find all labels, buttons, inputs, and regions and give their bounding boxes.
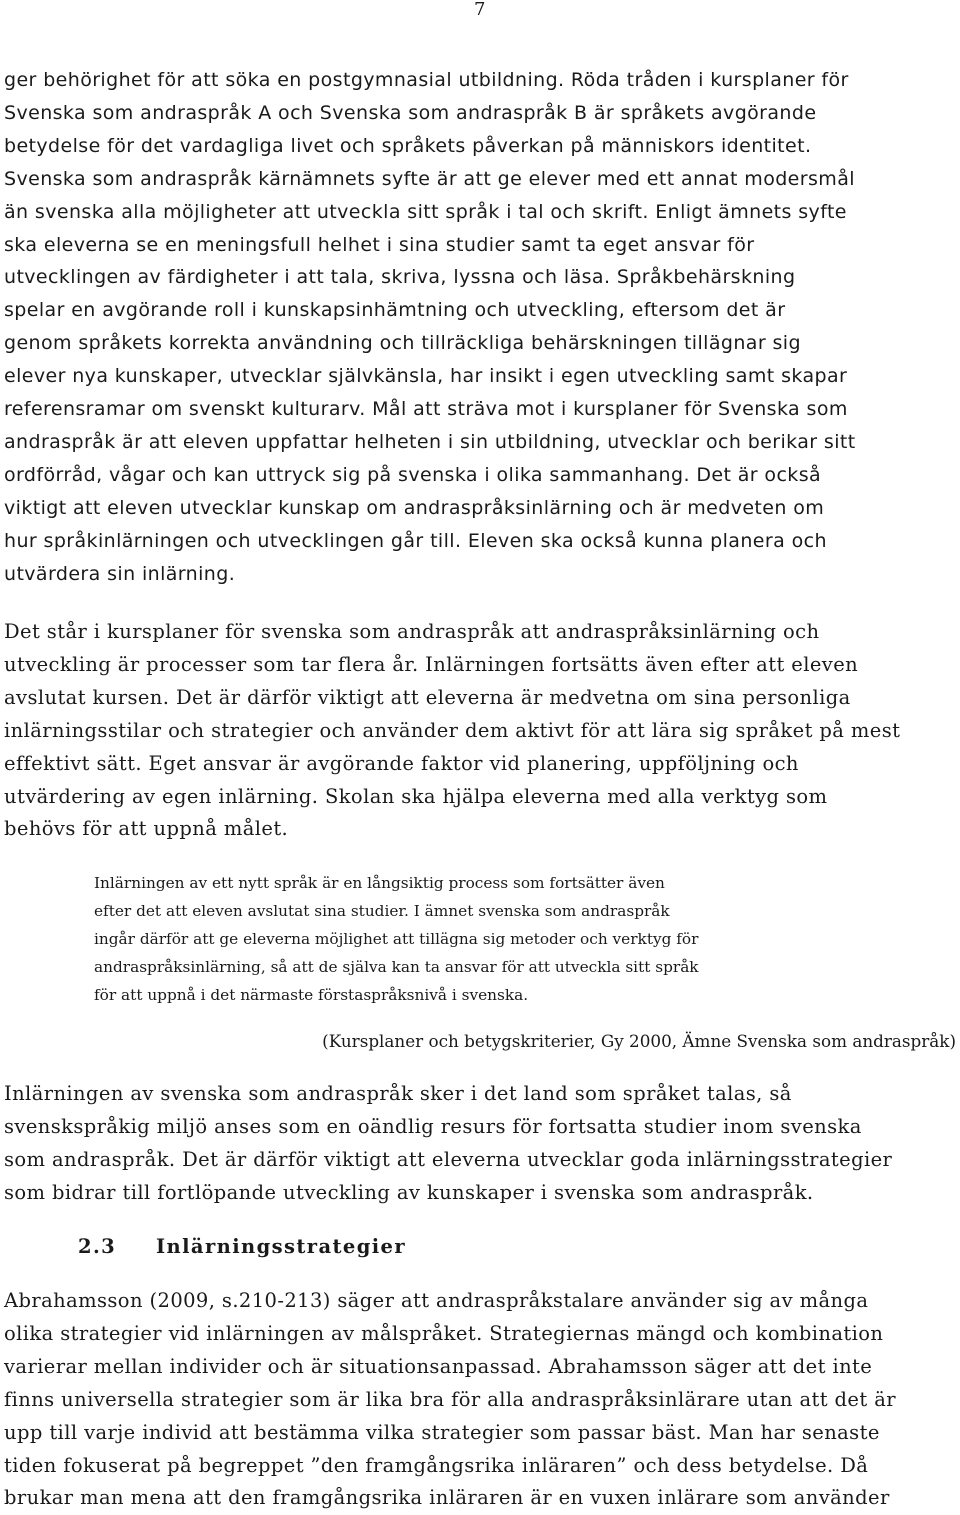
text-line: andraspråk är att eleven uppfattar helheten i sin utbildning, utvecklar och berikar sitt	[4, 430, 856, 453]
text-line: tiden fokuserat på begreppet ”den framgångsrika inläraren” och dess betydelse. Då	[4, 1453, 869, 1477]
text-line: som andraspråk. Det är därför viktigt att eleverna utvecklar goda inlärningsstrategier	[4, 1147, 893, 1171]
text-line: elever nya kunskaper, utvecklar självkänsla, har insikt i egen utveckling samt skapar	[4, 365, 848, 388]
text-line: som bidrar till fortlöpande utveckling av kunskaper i svenska som andraspråk.	[4, 1180, 814, 1204]
text-line: Inlärningen av svenska som andraspråk sker i det land som språket talas, så	[4, 1082, 792, 1105]
paragraph-learning-strategies	[4, 1285, 958, 1515]
quote-line: andraspråksinlärning, så att de själva kan ta ansvar för att utveckla sitt språk	[94, 958, 699, 976]
quote-line: ingår därför att ge eleverna möjlighet att tillägna sig metoder och verktyg för	[94, 930, 699, 948]
text-line: varierar mellan individer och är situationsanpassad. Abrahamsson säger att det inte	[4, 1354, 873, 1378]
paragraph-course-plan	[4, 64, 958, 591]
text-line: utvärdera sin inlärning.	[4, 562, 236, 585]
quote-citation: (Kursplaner och betygskriterier, Gy 2000, Ämne Svenska som andraspråk)	[322, 1031, 956, 1051]
text-line: utvärdering av egen inlärning. Skolan ska hjälpa eleverna med alla verktyg som	[4, 784, 828, 808]
text-line: Svenska som andraspråk kärnämnets syfte är att ge elever med ett annat modersmål	[4, 167, 855, 190]
text-line: effektivt sätt. Eget ansvar är avgörande faktor vid planering, uppföljning och	[4, 751, 799, 775]
text-line: ordförråd, vågar och kan uttryck sig på svenska i olika sammanhang. Det är också	[4, 463, 822, 486]
quote-line: efter det att eleven avslutat sina studier. I ämnet svenska som andraspråk	[94, 902, 670, 920]
quote-line: Inlärningen av ett nytt språk är en långsiktig process som fortsätter även	[94, 874, 665, 892]
paragraph-swedish-environment	[4, 1078, 958, 1210]
text-line: Abrahamsson (2009, s.210-213) säger att andraspråkstalare använder sig av många	[4, 1289, 869, 1312]
block-quote	[94, 869, 818, 1009]
text-line: spelar en avgörande roll i kunskapsinhämtning och utveckling, eftersom det är	[4, 299, 786, 322]
text-line: än svenska alla möjligheter att utveckla sitt språk i tal och skrift. Enligt ämnets syfte	[4, 200, 847, 223]
text-line: utveckling är processer som tar flera år. Inlärningen fortsätts även efter att eleven	[4, 652, 859, 676]
text-line: genom språkets korrekta användning och tillräckliga behärskningen tillägnar sig	[4, 332, 801, 355]
text-line: utvecklingen av färdigheter i att tala, skriva, lyssna och läsa. Språkbehärskning	[4, 266, 796, 289]
text-line: referensramar om svenskt kulturarv. Mål att sträva mot i kursplaner för Svenska som	[4, 398, 848, 421]
section-number: 2.3	[78, 1235, 117, 1258]
text-line: betydelse för det vardagliga livet och språkets påverkan på människors identitet.	[4, 134, 812, 157]
text-line: svenskspråkig miljö anses som en oändlig resurs för fortsatta studier inom svenska	[4, 1114, 862, 1138]
text-line: viktigt att eleven utvecklar kunskap om andraspråksinlärning och är medveten om	[4, 496, 825, 519]
text-line: Det står i kursplaner för svenska som andraspråk att andraspråksinlärning och	[4, 620, 820, 643]
section-title: Inlärningsstrategier	[156, 1235, 407, 1258]
paragraph-second-language-learning	[4, 616, 958, 846]
section-heading	[78, 1232, 406, 1262]
text-line: Svenska som andraspråk A och Svenska som andraspråk B är språkets avgörande	[4, 101, 817, 124]
text-line: olika strategier vid inlärningen av målspråket. Strategiernas mängd och kombination	[4, 1321, 884, 1345]
text-line: inlärningsstilar och strategier och använder dem aktivt för att lära sig språket på mest	[4, 718, 901, 742]
text-line: behövs för att uppnå målet.	[4, 817, 289, 841]
text-line: ger behörighet för att söka en postgymnasial utbildning. Röda tråden i kursplaner för	[4, 69, 849, 91]
text-line: finns universella strategier som är lika bra för alla andraspråksinlärare utan att det är	[4, 1387, 896, 1411]
text-line: hur språkinlärningen och utvecklingen går till. Eleven ska också kunna planera och	[4, 529, 827, 552]
quote-line: för att uppnå i det närmaste förstaspråksnivå i svenska.	[94, 986, 529, 1004]
text-line: avslutat kursen. Det är därför viktigt att eleverna är medvetna om sina personliga	[4, 685, 851, 709]
text-line: upp till varje individ att bestämma vilka strategier som passar bäst. Man har senaste	[4, 1420, 880, 1444]
text-line: brukar man mena att den framgångsrika inläraren är en vuxen inlärare som använder	[4, 1486, 890, 1510]
page-number: 7	[474, 0, 486, 20]
text-line: ska eleverna se en meningsfull helhet i sina studier samt ta eget ansvar för	[4, 233, 755, 256]
